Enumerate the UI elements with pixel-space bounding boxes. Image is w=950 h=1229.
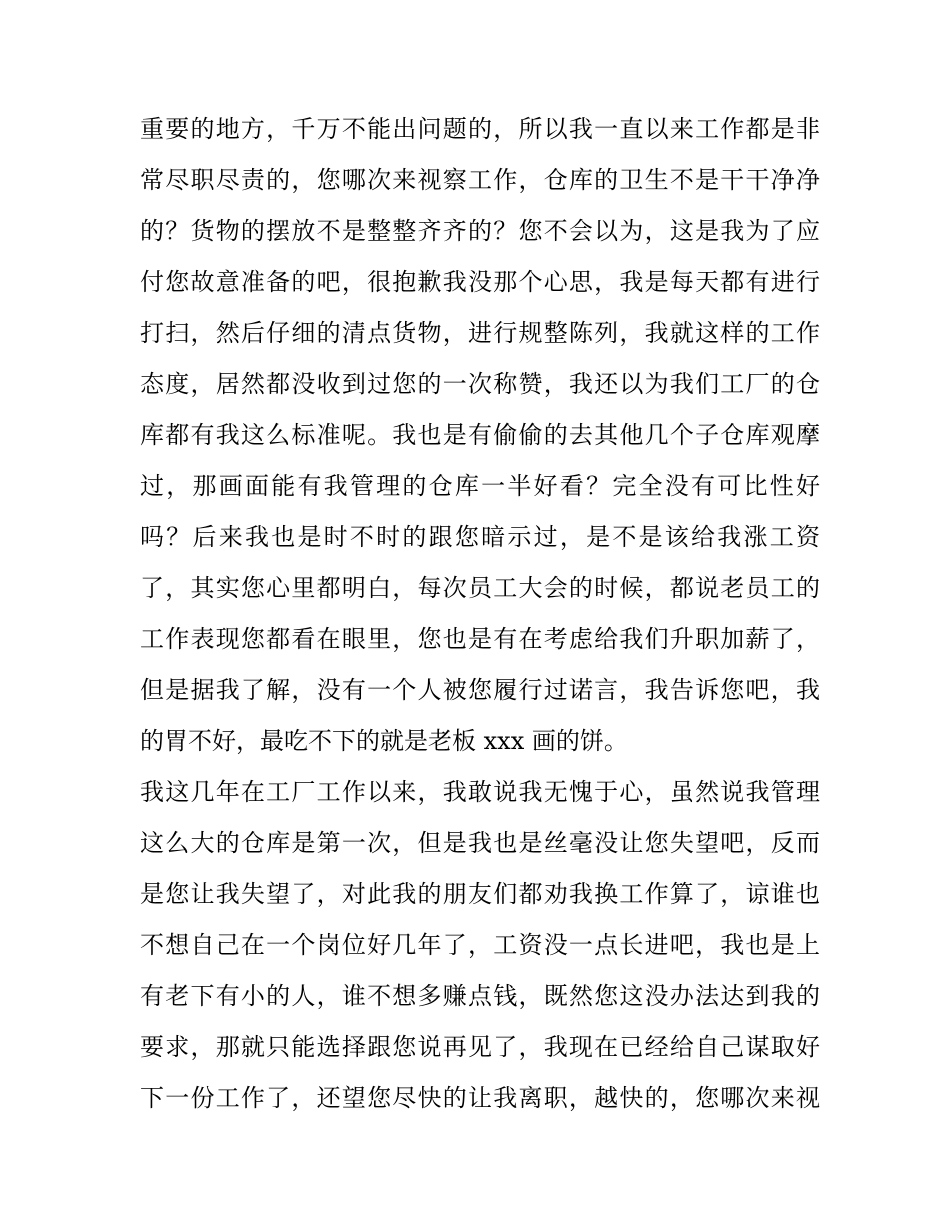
text-line: 不想自己在一个岗位好几年了，工资没一点长进吧，我也是上: [140, 931, 820, 959]
paragraph-2: [140, 767, 820, 1124]
text-line: 重要的地方，千万不能出问题的，所以我一直以来工作都是非: [140, 115, 820, 143]
text-line: 这么大的仓库是第一次，但是我也是丝毫没让您失望吧，反而: [140, 829, 820, 857]
document-body: [140, 104, 820, 1124]
text-line: 有老下有小的人，谁不想多赚点钱，既然您这没办法达到我的: [140, 982, 820, 1010]
text-line: 吗？后来我也是时不时的跟您暗示过，是不是该给我涨工资: [140, 523, 820, 551]
text-line: 要求，那就只能选择跟您说再见了，我现在已经给自己谋取好: [140, 1033, 820, 1061]
text-line: 的？货物的摆放不是整整齐齐的？您不会以为，这是我为了应: [140, 217, 820, 245]
text-line: 常尽职尽责的，您哪次来视察工作，仓库的卫生不是干干净净: [140, 166, 820, 194]
text-line: 付您故意准备的吧，很抱歉我没那个心思，我是每天都有进行: [140, 268, 820, 296]
text-line: 库都有我这么标准呢。我也是有偷偷的去其他几个子仓库观摩: [140, 421, 820, 449]
text-line: 我这几年在工厂工作以来，我敢说我无愧于心，虽然说我管理: [140, 778, 820, 806]
paragraph-1: [140, 104, 820, 767]
text-line: 了，其实您心里都明白，每次员工大会的时候，都说老员工的: [140, 574, 820, 602]
text-line: 打扫，然后仔细的清点货物，进行规整陈列，我就这样的工作: [140, 319, 820, 347]
text-line: 工作表现您都看在眼里，您也是有在考虑给我们升职加薪了，: [140, 625, 820, 653]
text-line: 但是据我了解，没有一个人被您履行过诺言，我告诉您吧，我: [140, 676, 820, 704]
text-line: 态度，居然都没收到过您的一次称赞，我还以为我们工厂的仓: [140, 370, 820, 398]
text-line: 过，那画面能有我管理的仓库一半好看？完全没有可比性好: [140, 472, 820, 500]
text-line: 是您让我失望了，对此我的朋友们都劝我换工作算了，谅谁也: [140, 880, 820, 908]
text-line: 下一份工作了，还望您尽快的让我离职，越快的，您哪次来视: [140, 1084, 820, 1112]
text-line: 的胃不好，最吃不下的就是老板 xxx 画的饼。: [140, 727, 628, 755]
